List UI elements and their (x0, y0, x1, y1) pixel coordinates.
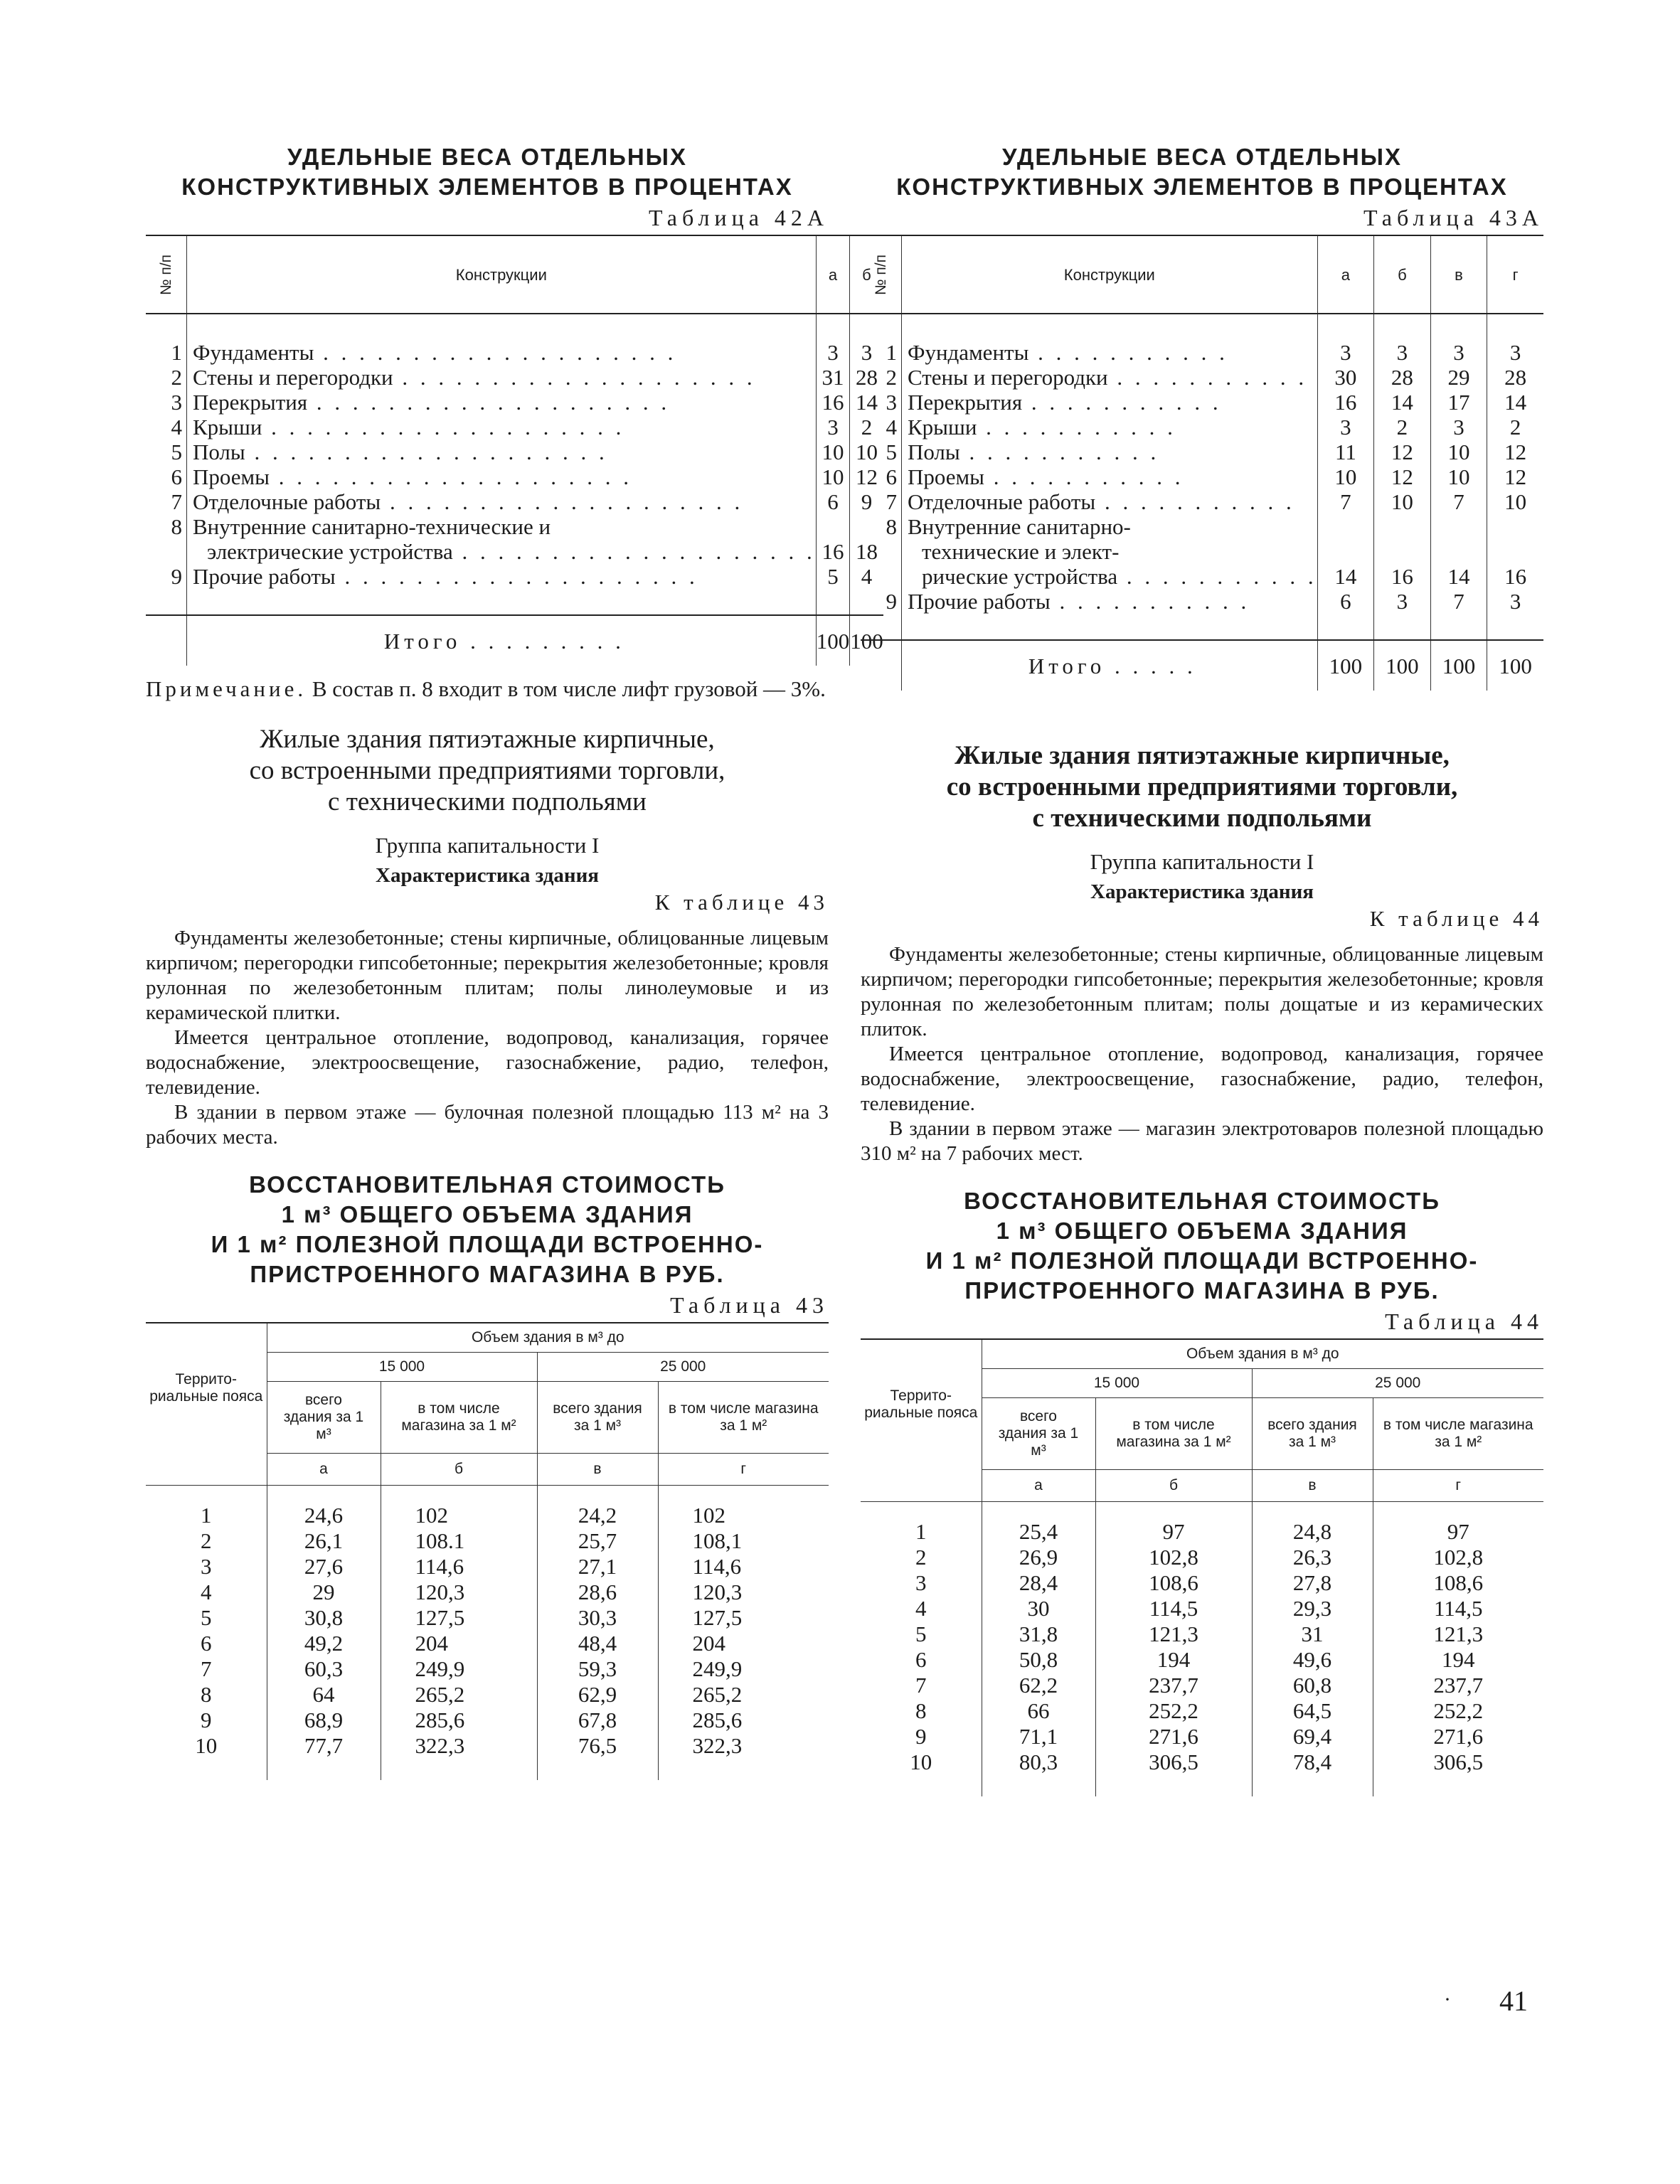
col-b-header: б (850, 235, 883, 314)
table-row: 3 Перекрытия . . . . . . . . . . . . . . . . . . . . 16 14 (146, 390, 883, 415)
group-label: Группа капитальности I (1090, 849, 1314, 874)
table-row: 5 Полы . . . . . . . . . . . . . . . . . . . . 10 10 (146, 440, 883, 464)
total-per-m3-header: всего здания за 1 м³ (1252, 1398, 1373, 1470)
table-row: 7 Отделочные работы . . . . . . . . . . . . . . . . . . . . 6 9 (146, 489, 883, 514)
zone-header: Террито-риальные пояса (861, 1339, 982, 1470)
total-per-m3-header: всего здания за 1 м³ (537, 1382, 658, 1454)
k-table-label: К таблице 43 (654, 890, 829, 915)
volume-25000-header: 25 000 (1252, 1369, 1543, 1398)
paragraph: В здании в первом этаже — магазин электротоваров полезной площадью 310 м² на 7 рабочих мест. (861, 1117, 1543, 1165)
total-row: Итого . . . . . . . . . 100 100 (146, 615, 883, 666)
table-row: 6 Проемы . . . . . . . . . . . . . . . . . . . . 10 12 (146, 464, 883, 489)
zone-header: Террито-риальные пояса (146, 1323, 267, 1454)
table-header-row (146, 235, 883, 314)
table-row: 2 Стены и перегородки . . . . . . . . . . . 30 28 29 28 (861, 365, 1543, 390)
table-42a-label: Таблица 42А (649, 205, 829, 230)
table-row: 2 26,1 108.1 25,7 108,1 (146, 1528, 829, 1554)
table-row: 4 29 120,3 28,6 120,3 (146, 1580, 829, 1605)
paragraph: Фундаменты железобетонные; стены кирпичные, облицованные лицевым кирпичом; перегородки гипсобетонные; перекрытия железобетонные; кровля рулонная по железобетонным плитам; полы линолеумовые и из керамической плитки. (146, 927, 829, 1024)
table-43-label: Таблица 43 (670, 1292, 829, 1318)
characteristic-title: Характеристика здания (376, 864, 599, 887)
paragraph: Имеется центральное отопление, водопровод, канализация, горячее водоснабжение, электроосвещение, газоснабжение, радио, телефон, телевидение. (861, 1043, 1543, 1115)
paragraph: В здании в первом этаже — булочная полезной площадью 113 м² на 3 рабочих места. (146, 1101, 829, 1149)
table-44: Террито-риальные пояса Объем здания в м³ до 15 000 25 000 всего здания за 1 м³ в том числе магазина за 1 м² всего здания за 1 м³ в том числе магазина за 1 м² а б в г 1 25,4 97 24,8 97 2 26,9 102,8 26,3 102,8 3 28,4 108,6 27,8 108,6 4 30 114,5 29,3 114,5 5 31,8 121,3 31 121,3 6 50,8 194 49,6 194 7 62,2 237,7 60,8 237,7 8 66 252,2 64,5 252,2 9 71,1 271,6 69,4 271,6 10 80,3 306,5 78,4 306,5 (861, 1338, 1543, 1796)
group-label: Группа капитальности I (375, 833, 600, 858)
volume-15000-header: 15 000 (982, 1369, 1252, 1398)
table-row: 8 64 265,2 62,9 265,2 (146, 1682, 829, 1708)
table-row: 9 68,9 285,6 67,8 285,6 (146, 1708, 829, 1733)
shop-per-m2-header: в том числе магазина за 1 м² (1373, 1398, 1543, 1470)
table-row: рические устройства . . . . . . . . . . . 14 16 14 16 (861, 564, 1543, 589)
paragraph: Фундаменты железобетонные; стены кирпичные, облицованные лицевым кирпичом; перегородки гипсобетонные; перекрытия железобетонные; кровля рулонная по железобетонным плитам; полы дощатые и из керамических плиток. (861, 943, 1543, 1040)
shop-per-m2-header: в том числе магазина за 1 м² (658, 1382, 829, 1454)
table-row: 8 Внутренние санитарно- (861, 514, 1543, 539)
table-row: 7 60,3 249,9 59,3 249,9 (146, 1656, 829, 1682)
table-44-body (861, 1519, 1543, 1775)
table-44-label: Таблица 44 (1385, 1309, 1543, 1334)
col-name-header: Конструкции (901, 235, 1317, 314)
col-name-header: Конструкции (186, 235, 816, 314)
table-row: 1 25,4 97 24,8 97 (861, 1519, 1543, 1545)
total-row: Итого . . . . . 100 100 100 100 (861, 640, 1543, 691)
table-row: 10 80,3 306,5 78,4 306,5 (861, 1749, 1543, 1775)
volume-15000-header: 15 000 (267, 1353, 537, 1382)
cost-table-title: ВОССТАНОВИТЕЛЬНАЯ СТОИМОСТЬ 1 м³ ОБЩЕГО ОБЪЕМА ЗДАНИЯ И 1 м² ПОЛЕЗНОЙ ПЛОЩАДИ ВСТРОЕННО- ПРИСТРОЕННОГО МАГАЗИНА В РУБ. (211, 1171, 764, 1287)
col-c-header: в (1430, 235, 1487, 314)
table-row: 9 Прочие работы . . . . . . . . . . . 6 3 7 3 (861, 589, 1543, 614)
k-table-label: К таблице 44 (1369, 906, 1543, 931)
table-row: 5 Полы . . . . . . . . . . . 11 12 10 12 (861, 440, 1543, 464)
table-row: 2 26,9 102,8 26,3 102,8 (861, 1545, 1543, 1570)
table-row: 8 Внутренние санитарно-технические и (146, 514, 883, 539)
table-row: 8 66 252,2 64,5 252,2 (861, 1698, 1543, 1724)
table-43a (861, 235, 1543, 691)
col-a-header: а (816, 235, 850, 314)
page-dot: · (1444, 1988, 1451, 2011)
table-42a-title: УДЕЛЬНЫЕ ВЕСА ОТДЕЛЬНЫХ КОНСТРУКТИВНЫХ ЭЛЕМЕНТОВ В ПРОЦЕНТАХ (181, 144, 793, 200)
cost-table-title: ВОССТАНОВИТЕЛЬНАЯ СТОИМОСТЬ 1 м³ ОБЩЕГО ОБЪЕМА ЗДАНИЯ И 1 м² ПОЛЕЗНОЙ ПЛОЩАДИ ВСТРОЕННО- ПРИСТРОЕННОГО МАГАЗИНА В РУБ. (925, 1188, 1479, 1304)
section-title: Жилые здания пятиэтажные кирпичные, со встроенными предприятиями торговли, с техническими подпольями (946, 741, 1458, 833)
volume-25000-header: 25 000 (537, 1353, 829, 1382)
table-row: 3 Перекрытия . . . . . . . . . . . 16 14 17 14 (861, 390, 1543, 415)
left-column (146, 142, 883, 1780)
table-row: 7 62,2 237,7 60,8 237,7 (861, 1673, 1543, 1698)
table-row: 1 Фундаменты . . . . . . . . . . . . . . . . . . . . 3 3 (146, 340, 883, 365)
right-column (861, 142, 1543, 1796)
table-42a (146, 235, 883, 666)
building-description (146, 926, 829, 1150)
shop-per-m2-header: в том числе магазина за 1 м² (381, 1382, 537, 1454)
table-43: Террито-риальные пояса Объем здания в м³ до 15 000 25 000 всего здания за 1 м³ в том числе магазина за 1 м² всего здания за 1 м³ в том числе магазина за 1 м² а б в г 1 24,6 102 24,2 102 2 26,1 108.1 25,7 108,1 3 27,6 114,6 27,1 114,6 4 29 120,3 28,6 120,3 5 30,8 127,5 30,3 127,5 6 49,2 204 48,4 204 7 60,3 249,9 59,3 249,9 8 64 265,2 62,9 265,2 9 68,9 285,6 67,8 285,6 10 77,7 322,3 76,5 322,3 (146, 1322, 829, 1780)
table-row: 5 31,8 121,3 31 121,3 (861, 1621, 1543, 1647)
table-row: 3 27,6 114,6 27,1 114,6 (146, 1554, 829, 1580)
table-row: 5 30,8 127,5 30,3 127,5 (146, 1605, 829, 1631)
table-row: 3 28,4 108,6 27,8 108,6 (861, 1570, 1543, 1596)
total-per-m3-header: всего здания за 1 м³ (982, 1398, 1095, 1470)
table-row: 4 30 114,5 29,3 114,5 (861, 1596, 1543, 1621)
table-row: 6 50,8 194 49,6 194 (861, 1647, 1543, 1673)
characteristic-title: Характеристика здания (1090, 880, 1314, 903)
total-per-m3-header: всего здания за 1 м³ (267, 1382, 381, 1454)
table-row: 9 Прочие работы . . . . . . . . . . . . . . . . . . . . 5 4 (146, 564, 883, 589)
table-row: 7 Отделочные работы . . . . . . . . . . . 7 10 7 10 (861, 489, 1543, 514)
table-43a-label: Таблица 43А (1363, 205, 1543, 230)
col-a-header: а (1317, 235, 1374, 314)
table-43a-title: УДЕЛЬНЫЕ ВЕСА ОТДЕЛЬНЫХ КОНСТРУКТИВНЫХ ЭЛЕМЕНТОВ В ПРОЦЕНТАХ (896, 144, 1508, 200)
table-43-body (146, 1503, 829, 1759)
table-42a-body (146, 340, 883, 589)
table-42a-note: Примечание. В состав п. 8 входит в том числе лифт грузовой — 3%. (146, 676, 826, 701)
table-row: 4 Крыши . . . . . . . . . . . . . . . . . . . . 3 2 (146, 415, 883, 440)
col-num-header: № п/п (872, 255, 889, 295)
table-row: 10 77,7 322,3 76,5 322,3 (146, 1733, 829, 1759)
table-row: 2 Стены и перегородки . . . . . . . . . . . . . . . . . . . . 31 28 (146, 365, 883, 390)
section-title: Жилые здания пятиэтажные кирпичные, со встроенными предприятиями торговли, с техническими подпольями (249, 725, 725, 816)
table-row: 1 Фундаменты . . . . . . . . . . . 3 3 3 3 (861, 340, 1543, 365)
table-row: 1 24,6 102 24,2 102 (146, 1503, 829, 1528)
shop-per-m2-header: в том числе магазина за 1 м² (1095, 1398, 1252, 1470)
col-num-header: № п/п (157, 255, 174, 295)
col-d-header: г (1487, 235, 1543, 314)
building-description (861, 942, 1543, 1166)
table-43a-body (861, 340, 1543, 614)
page-number: 41 (1499, 1985, 1528, 2017)
volume-header: Объем здания в м³ до (982, 1339, 1543, 1369)
table-row: технические и элект- (861, 539, 1543, 564)
table-row: 6 Проемы . . . . . . . . . . . 10 12 10 12 (861, 464, 1543, 489)
volume-header: Объем здания в м³ до (267, 1323, 829, 1353)
paragraph: Имеется центральное отопление, водопровод, канализация, горячее водоснабжение, электроосвещение, газоснабжение, радио, телефон, телевидение. (146, 1026, 829, 1099)
col-b-header: б (1374, 235, 1431, 314)
table-row: электрические устройства . . . . . . . . . . . . . . . . . . . . 16 18 (146, 539, 883, 564)
table-header-row (861, 235, 1543, 314)
table-row: 6 49,2 204 48,4 204 (146, 1631, 829, 1656)
table-row: 9 71,1 271,6 69,4 271,6 (861, 1724, 1543, 1749)
table-row: 4 Крыши . . . . . . . . . . . 3 2 3 2 (861, 415, 1543, 440)
